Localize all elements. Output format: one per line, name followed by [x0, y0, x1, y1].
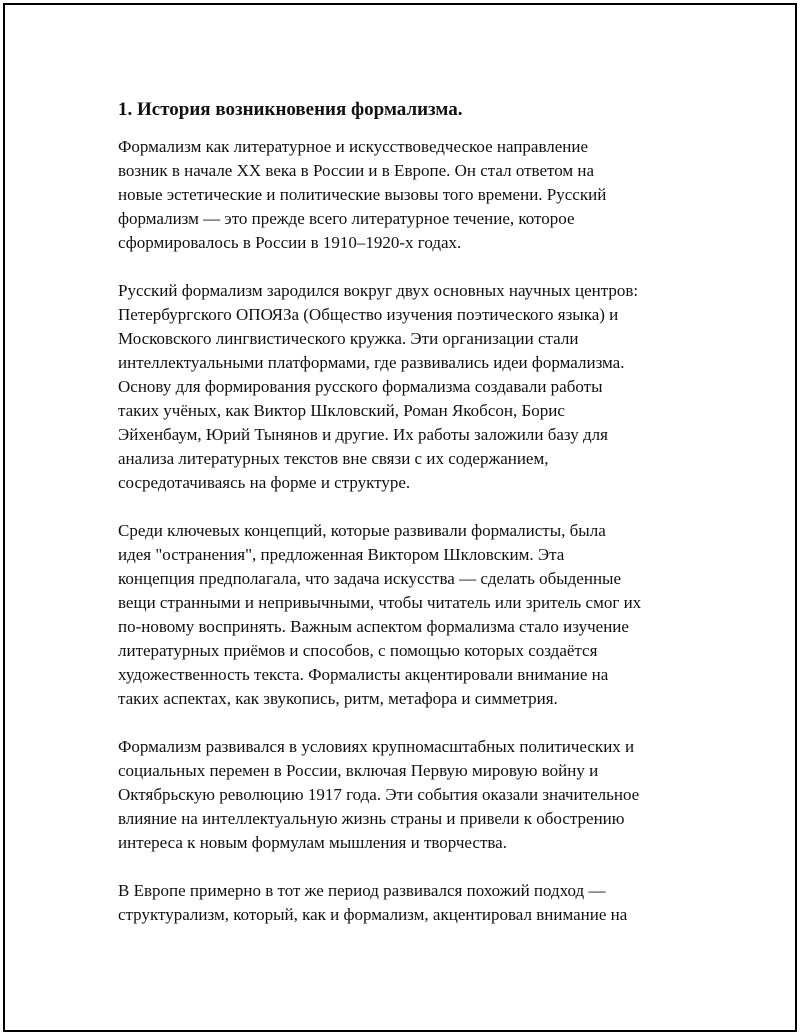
- paragraph-4: [118, 735, 698, 855]
- text-line: Октябрьскую революцию 1917 года. Эти события оказали значительное: [118, 785, 640, 804]
- text-line: социальных перемен в России, включая Первую мировую войну и: [118, 761, 599, 780]
- text-line: новые эстетические и политические вызовы того времени. Русский: [118, 185, 607, 204]
- document-page: [3, 3, 797, 1032]
- text-line: интереса к новым формулам мышления и творчества.: [118, 833, 507, 852]
- text-line: Формализм как литературное и искусствоведческое направление: [118, 137, 589, 156]
- document-content: [118, 97, 698, 951]
- text-line: идея "остранения", предложенная Виктором Шкловским. Эта: [118, 545, 565, 564]
- text-line: концепция предполагала, что задача искусства — сделать обыденные: [118, 569, 622, 588]
- text-line: структурализм, который, как и формализм, акцентировал внимание на: [118, 905, 628, 924]
- text-line: В Европе примерно в тот же период развивался похожий подход —: [118, 881, 606, 900]
- text-line: Московского лингвистического кружка. Эти организации стали: [118, 329, 579, 348]
- paragraph-1: [118, 135, 698, 255]
- text-line: литературных приёмов и способов, с помощью которых создаётся: [118, 641, 598, 660]
- text-line: возник в начале XX века в России и в Европе. Он стал ответом на: [118, 161, 595, 180]
- text-line: Петербургского ОПОЯЗа (Общество изучения поэтического языка) и: [118, 305, 619, 324]
- paragraph-5: [118, 879, 698, 927]
- text-line: Среди ключевых концепций, которые развивали формалисты, была: [118, 521, 606, 540]
- text-line: по-новому воспринять. Важным аспектом формализма стало изучение: [118, 617, 629, 636]
- text-line: сосредотачиваясь на форме и структуре.: [118, 473, 411, 492]
- text-line: Эйхенбаум, Юрий Тынянов и другие. Их работы заложили базу для: [118, 425, 608, 444]
- text-line: вещи странными и непривычными, чтобы читатель или зритель смог их: [118, 593, 642, 612]
- text-line: таких аспектах, как звукопись, ритм, метафора и симметрия.: [118, 689, 558, 708]
- text-line: интеллектуальными платформами, где развивались идеи формализма.: [118, 353, 625, 372]
- text-line: формализм — это прежде всего литературное течение, которое: [118, 209, 575, 228]
- paragraph-3: [118, 519, 698, 711]
- text-line: сформировалось в России в 1910–1920-х годах.: [118, 233, 462, 252]
- text-line: Формализм развивался в условиях крупномасштабных политических и: [118, 737, 635, 756]
- text-line: художественность текста. Формалисты акцентировали внимание на: [118, 665, 609, 684]
- text-line: Русский формализм зародился вокруг двух основных научных центров:: [118, 281, 639, 300]
- section-heading: 1. История возникновения формализма.: [118, 99, 463, 120]
- text-line: Основу для формирования русского формализма создавали работы: [118, 377, 603, 396]
- text-line: анализа литературных текстов вне связи с их содержанием,: [118, 449, 549, 468]
- text-line: таких учёных, как Виктор Шкловский, Роман Якобсон, Борис: [118, 401, 565, 420]
- text-line: влияние на интеллектуальную жизнь страны и привели к обострению: [118, 809, 625, 828]
- paragraph-2: [118, 279, 698, 495]
